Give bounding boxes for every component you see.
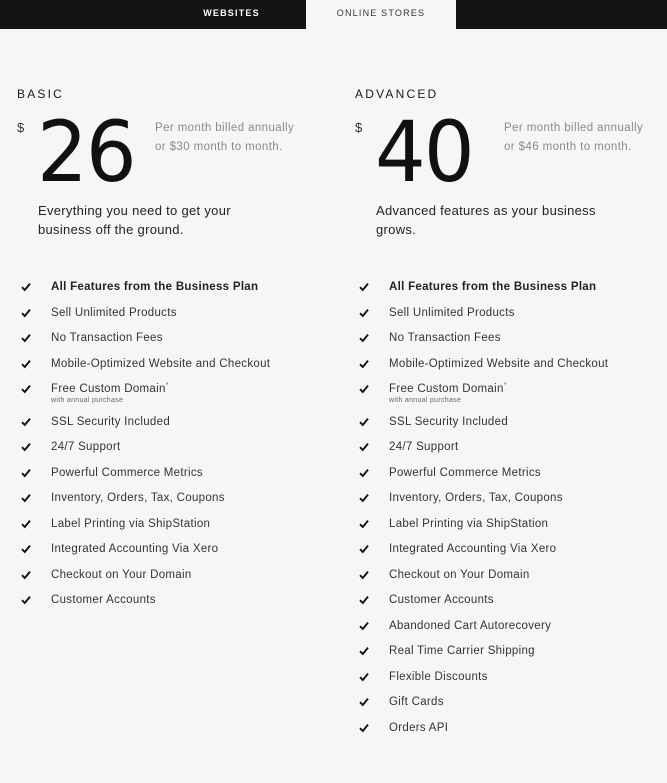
feature-item — [355, 719, 667, 737]
tab-websites[interactable]: WEBSITES — [157, 0, 306, 29]
feature-item — [17, 566, 337, 584]
feature-item — [17, 438, 337, 456]
checkmark-icon — [21, 544, 31, 554]
footnote-mark: * — [503, 382, 507, 390]
checkmark-icon — [21, 595, 31, 605]
feature-item — [17, 278, 337, 296]
feature-label: Integrated Accounting Via Xero — [51, 543, 219, 555]
plan-type-tabs — [0, 0, 667, 29]
feature-label: Powerful Commerce Metrics — [389, 466, 541, 479]
feature-label: Mobile-Optimized Website and Checkout — [51, 357, 271, 370]
feature-item — [355, 591, 667, 609]
feature-label: Checkout on Your Domain — [51, 568, 192, 581]
checkmark-icon — [359, 621, 369, 631]
plan-price: 40 — [375, 103, 473, 201]
feature-item — [355, 540, 667, 558]
feature-label: 24/7 Support — [389, 441, 459, 453]
feature-label: Orders API — [389, 721, 449, 734]
checkmark-icon — [359, 468, 369, 478]
checkmark-icon — [359, 672, 369, 682]
feature-label: Powerful Commerce Metrics — [51, 466, 203, 479]
feature-item — [355, 668, 667, 686]
feature-item — [355, 515, 667, 533]
feature-label: Label Printing via ShipStation — [51, 517, 211, 530]
checkmark-icon — [21, 570, 31, 580]
feature-item — [355, 304, 667, 322]
feature-item — [17, 464, 337, 482]
checkmark-icon — [359, 442, 369, 452]
plan-tagline: Advanced features as your business grows. — [376, 203, 596, 237]
feature-item — [355, 438, 667, 456]
checkmark-icon — [359, 646, 369, 656]
tab-online-stores[interactable]: ONLINE STORES — [306, 0, 456, 29]
feature-item — [355, 278, 667, 296]
feature-label: Free Custom Domain — [51, 383, 166, 395]
checkmark-icon — [359, 359, 369, 369]
feature-label: Free Custom Domain — [389, 383, 504, 395]
plan-name: BASIC — [17, 87, 65, 101]
feature-item — [17, 380, 337, 405]
feature-label: No Transaction Fees — [51, 332, 163, 344]
feature-label: Checkout on Your Domain — [389, 568, 530, 581]
checkmark-icon — [359, 493, 369, 503]
feature-label: No Transaction Fees — [389, 332, 501, 344]
checkmark-icon — [21, 417, 31, 427]
checkmark-icon — [21, 468, 31, 478]
feature-item — [355, 642, 667, 660]
checkmark-icon — [359, 308, 369, 318]
feature-item — [355, 464, 667, 482]
checkmark-icon — [359, 417, 369, 427]
checkmark-icon — [21, 493, 31, 503]
feature-label: Real Time Carrier Shipping — [389, 645, 535, 657]
feature-label: Label Printing via ShipStation — [389, 517, 549, 530]
checkmark-icon — [359, 570, 369, 580]
tab-bar-fill-right — [456, 0, 667, 29]
currency-symbol: $ — [355, 120, 363, 135]
feature-label: Inventory, Orders, Tax, Coupons — [389, 492, 563, 504]
feature-label: Sell Unlimited Products — [51, 306, 177, 319]
feature-item — [355, 617, 667, 635]
checkmark-icon — [359, 333, 369, 343]
feature-item — [355, 329, 667, 347]
feature-label: Inventory, Orders, Tax, Coupons — [51, 492, 225, 504]
checkmark-icon — [21, 384, 31, 394]
feature-label: All Features from the Business Plan — [51, 281, 259, 293]
feature-list-advanced — [355, 278, 667, 744]
feature-item — [17, 591, 337, 609]
feature-item — [17, 515, 337, 533]
checkmark-icon — [359, 282, 369, 292]
feature-label: All Features from the Business Plan — [389, 281, 597, 293]
feature-note: with annual purchase — [51, 397, 124, 404]
checkmark-icon — [359, 519, 369, 529]
plan-tagline: Everything you need to get your business off the ground. — [38, 203, 231, 237]
currency-symbol: $ — [17, 120, 25, 135]
checkmark-icon — [21, 333, 31, 343]
billing-terms: Per month billed annually or $30 month to month. — [155, 122, 295, 153]
feature-label: Customer Accounts — [389, 594, 494, 606]
checkmark-icon — [359, 544, 369, 554]
feature-item — [17, 413, 337, 431]
feature-label: Abandoned Cart Autorecovery — [389, 619, 552, 632]
feature-label: Gift Cards — [389, 696, 444, 708]
feature-label: Sell Unlimited Products — [389, 306, 515, 319]
feature-item — [355, 566, 667, 584]
checkmark-icon — [359, 697, 369, 707]
feature-item — [17, 329, 337, 347]
checkmark-icon — [21, 519, 31, 529]
feature-note: with annual purchase — [389, 397, 462, 404]
feature-label: Customer Accounts — [51, 594, 156, 606]
plan-name: ADVANCED — [355, 87, 439, 101]
plan-price: 26 — [37, 103, 135, 201]
feature-label: Integrated Accounting Via Xero — [389, 543, 557, 555]
checkmark-icon — [21, 359, 31, 369]
feature-label: Flexible Discounts — [389, 670, 488, 683]
feature-item — [355, 693, 667, 711]
feature-item — [355, 380, 667, 405]
checkmark-icon — [359, 723, 369, 733]
feature-item — [17, 489, 337, 507]
feature-item — [355, 489, 667, 507]
checkmark-icon — [21, 308, 31, 318]
feature-item — [17, 540, 337, 558]
checkmark-icon — [359, 384, 369, 394]
feature-item — [17, 355, 337, 373]
checkmark-icon — [21, 442, 31, 452]
footnote-mark: * — [165, 382, 169, 390]
feature-label: SSL Security Included — [389, 415, 509, 428]
feature-label: Mobile-Optimized Website and Checkout — [389, 357, 609, 370]
feature-item — [355, 413, 667, 431]
feature-list-basic — [17, 278, 337, 617]
checkmark-icon — [359, 595, 369, 605]
checkmark-icon — [21, 282, 31, 292]
tab-bar-fill-left — [0, 0, 157, 29]
feature-label: SSL Security Included — [51, 415, 171, 428]
feature-item — [17, 304, 337, 322]
feature-item — [355, 355, 667, 373]
feature-label: 24/7 Support — [51, 441, 121, 453]
billing-terms: Per month billed annually or $46 month to month. — [504, 122, 644, 153]
